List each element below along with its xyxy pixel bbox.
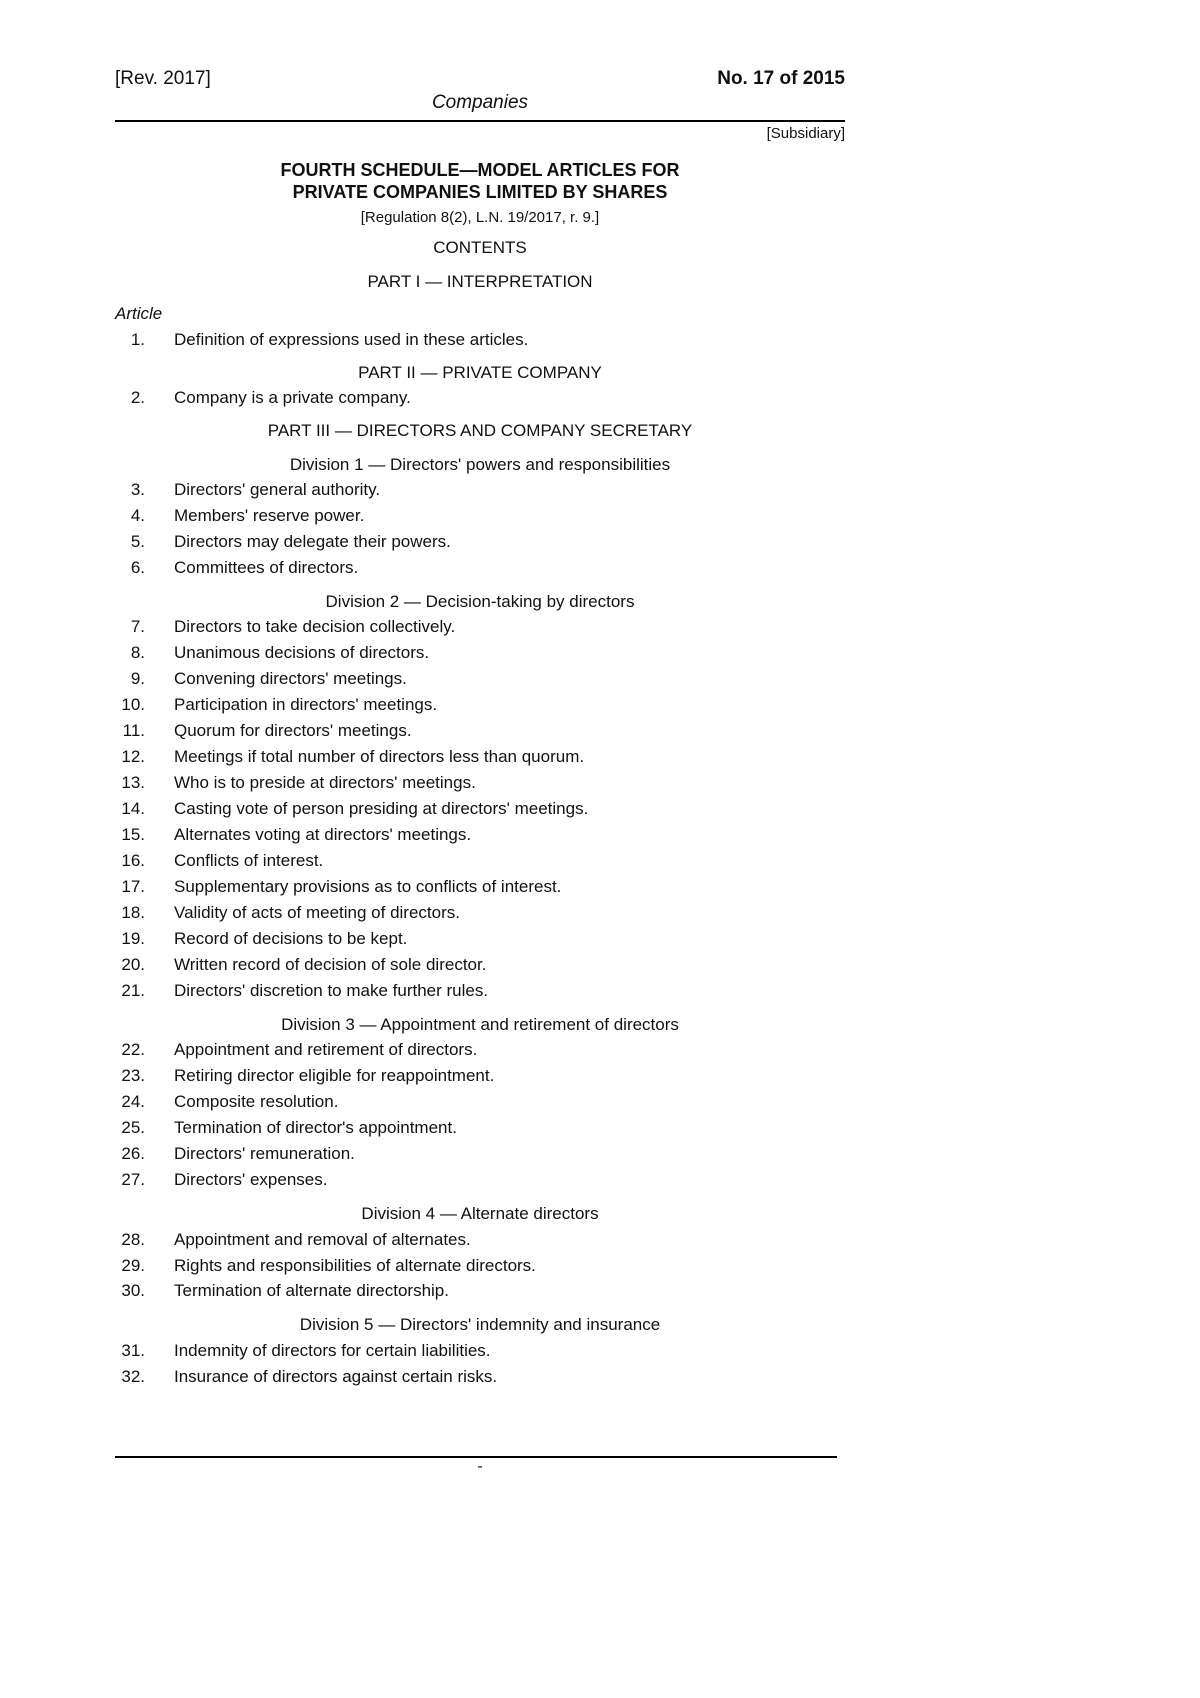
subsidiary-label: [Subsidiary] — [766, 125, 845, 142]
division-heading-2: Division 2 — Decision-taking by directors — [325, 592, 635, 611]
article-title: Written record of decision of sole director. — [174, 955, 487, 974]
article-number: 10. — [121, 695, 145, 714]
article-title: Insurance of directors against certain risks. — [174, 1367, 498, 1386]
toc-entry — [115, 1040, 845, 1062]
article-title: Appointment and retirement of directors. — [174, 1040, 478, 1059]
part-heading-1: PART I — INTERPRETATION — [367, 272, 593, 291]
article-number: 21. — [121, 981, 145, 1000]
article-title: Record of decisions to be kept. — [174, 929, 408, 948]
toc-entry — [115, 981, 845, 1003]
article-number: 28. — [121, 1230, 145, 1249]
article-number: 15. — [121, 825, 145, 844]
article-number: 20. — [121, 955, 145, 974]
article-title: Convening directors' meetings. — [174, 669, 407, 688]
article-title: Committees of directors. — [174, 558, 359, 577]
toc-entry — [115, 747, 845, 769]
article-number: 27. — [121, 1170, 145, 1189]
article-number: 22. — [121, 1040, 145, 1059]
article-title: Rights and responsibilities of alternate directors. — [174, 1256, 536, 1275]
article-title: Members' reserve power. — [174, 506, 365, 525]
article-number: 23. — [121, 1066, 145, 1085]
article-title: Supplementary provisions as to conflicts of interest. — [174, 877, 562, 896]
article-title: Appointment and removal of alternates. — [174, 1230, 471, 1249]
article-number: 17. — [121, 877, 145, 896]
toc-entry — [115, 929, 845, 951]
toc-entry — [115, 1230, 845, 1252]
article-title: Composite resolution. — [174, 1092, 339, 1111]
division-heading-3: Division 3 — Appointment and retirement of directors — [281, 1015, 679, 1034]
article-title: Validity of acts of meeting of directors. — [174, 903, 460, 922]
schedule-title — [115, 159, 845, 203]
toc-entry — [115, 1281, 845, 1303]
act-title: Companies — [431, 92, 529, 113]
toc-entry — [115, 330, 845, 352]
article-number: 31. — [121, 1341, 145, 1360]
article-number: 8. — [130, 643, 145, 662]
toc-entry — [115, 1118, 845, 1140]
toc-entry — [115, 388, 845, 410]
contents-heading: CONTENTS — [433, 238, 527, 257]
article-number: 29. — [121, 1256, 145, 1275]
toc-entry — [115, 1144, 845, 1166]
toc-entry — [115, 903, 845, 925]
article-title: Alternates voting at directors' meetings. — [174, 825, 472, 844]
toc-entry — [115, 1367, 845, 1389]
article-number: 7. — [130, 617, 145, 636]
article-title: Quorum for directors' meetings. — [174, 721, 412, 740]
part-heading-3: PART III — DIRECTORS AND COMPANY SECRETARY — [267, 421, 693, 440]
article-title: Unanimous decisions of directors. — [174, 643, 430, 662]
article-number: 14. — [121, 799, 145, 818]
article-number: 12. — [121, 747, 145, 766]
toc-entry — [115, 1341, 845, 1363]
article-number: 25. — [121, 1118, 145, 1137]
article-title: Casting vote of person presiding at directors' meetings. — [174, 799, 589, 818]
article-column-label: Article — [115, 304, 163, 323]
toc-entry — [115, 695, 845, 717]
toc-entry — [115, 721, 845, 743]
toc-entry — [115, 617, 845, 639]
article-number: 13. — [121, 773, 145, 792]
header-rule — [115, 120, 845, 122]
article-title: Termination of alternate directorship. — [174, 1281, 449, 1300]
act-number: No. 17 of 2015 — [717, 68, 845, 89]
article-title: Directors' remuneration. — [174, 1144, 355, 1163]
article-number: 4. — [130, 506, 145, 525]
article-number: 5. — [130, 532, 145, 551]
article-title: Who is to preside at directors' meetings. — [174, 773, 476, 792]
toc-entry — [115, 669, 845, 691]
article-number: 19. — [121, 929, 145, 948]
article-title: Participation in directors' meetings. — [174, 695, 438, 714]
toc-entry — [115, 851, 845, 873]
article-number: 11. — [122, 721, 145, 740]
article-number: 32. — [121, 1367, 145, 1386]
article-title: Directors' discretion to make further rules. — [174, 981, 489, 1000]
article-number: 9. — [130, 669, 145, 688]
toc-entry — [115, 877, 845, 899]
revision-label: [Rev. 2017] — [115, 68, 211, 89]
article-number: 6. — [130, 558, 145, 577]
toc-entry — [115, 1066, 845, 1088]
article-title: Directors to take decision collectively. — [174, 617, 456, 636]
schedule-title-line2: PRIVATE COMPANIES LIMITED BY SHARES — [292, 182, 668, 202]
toc-entry — [115, 480, 845, 502]
article-number: 26. — [121, 1144, 145, 1163]
toc-entry — [115, 558, 845, 580]
article-number: 3. — [130, 480, 145, 499]
article-number: 30. — [121, 1281, 145, 1300]
toc-entry — [115, 825, 845, 847]
regulation-reference: [Regulation 8(2), L.N. 19/2017, r. 9.] — [360, 209, 600, 226]
division-heading-5: Division 5 — Directors' indemnity and insurance — [299, 1315, 661, 1334]
article-number: 16. — [121, 851, 145, 870]
toc-entry — [115, 773, 845, 795]
article-title: Termination of director's appointment. — [174, 1118, 457, 1137]
article-number: 18. — [121, 903, 145, 922]
article-title: Directors' general authority. — [174, 480, 381, 499]
schedule-title-line1: FOURTH SCHEDULE—MODEL ARTICLES FOR — [280, 160, 680, 180]
toc-entry — [115, 506, 845, 528]
article-title: Indemnity of directors for certain liabilities. — [174, 1341, 491, 1360]
article-title: Conflicts of interest. — [174, 851, 324, 870]
article-title: Retiring director eligible for reappointment. — [174, 1066, 495, 1085]
article-title: Directors' expenses. — [174, 1170, 328, 1189]
part-heading-2: PART II — PRIVATE COMPANY — [358, 363, 602, 382]
division-heading-4: Division 4 — Alternate directors — [361, 1204, 599, 1223]
article-number: 2. — [130, 388, 145, 407]
toc-entry — [115, 1170, 845, 1192]
division-heading-1: Division 1 — Directors' powers and responsibilities — [289, 455, 671, 474]
article-title: Directors may delegate their powers. — [174, 532, 451, 551]
article-number: 24. — [121, 1092, 145, 1111]
page-marker: - — [477, 1458, 483, 1475]
article-title: Definition of expressions used in these articles. — [174, 330, 529, 349]
article-title: Meetings if total number of directors less than quorum. — [174, 747, 585, 766]
toc-entry — [115, 955, 845, 977]
toc-entry — [115, 1092, 845, 1114]
toc-entry — [115, 1256, 845, 1278]
toc-entry — [115, 799, 845, 821]
article-title: Company is a private company. — [174, 388, 411, 407]
toc-entry — [115, 643, 845, 665]
article-number: 1. — [130, 330, 145, 349]
toc-entry — [115, 532, 845, 554]
